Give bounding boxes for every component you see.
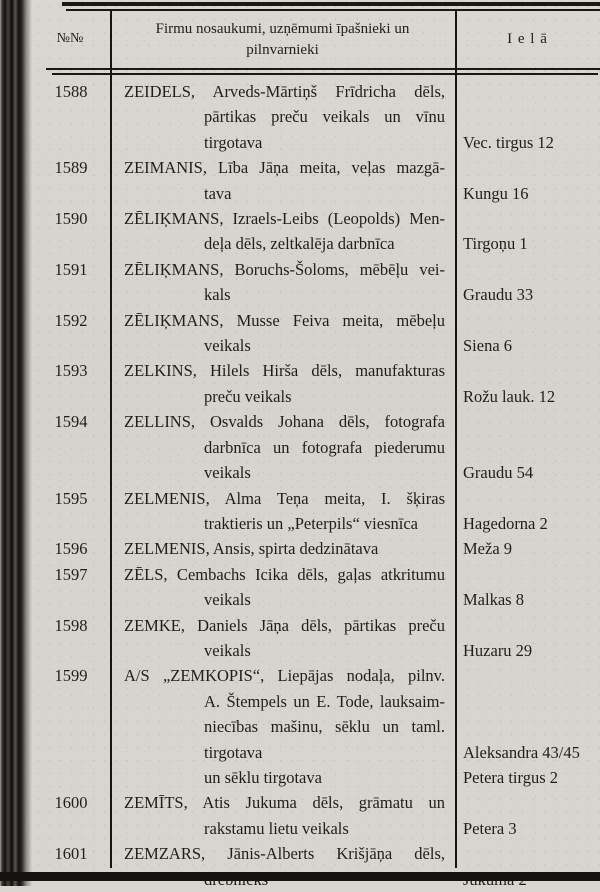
header-street-column: I e l ā <box>507 30 548 47</box>
entry-description <box>110 663 455 790</box>
entry-number: 1593 <box>54 361 88 381</box>
entry-street-address <box>455 536 600 561</box>
entry-street-address <box>455 486 600 537</box>
street-line: Meža 9 <box>463 539 513 559</box>
entry-text-line: ZELKINS, Hilels Hirša dēls, manufakturas <box>124 361 445 381</box>
entry-description <box>110 79 455 155</box>
table-row <box>0 206 600 257</box>
table-body <box>0 79 600 892</box>
entry-text-line: ZĒLIĶMANS, Musse Feiva meita, mēbeļu <box>124 310 445 330</box>
table-row <box>0 536 600 561</box>
header-firms-column: Firmu nosaukumi, uzņēmumi īpašnieki un pilnvarnieki <box>155 21 410 58</box>
entry-text-line: A/S „ZEMKOPIS“, Liepājas nodaļa, pilnv. <box>124 666 445 686</box>
entry-street-address <box>455 308 600 359</box>
street-line: Hagedorna 2 <box>463 513 548 533</box>
entry-description <box>110 613 455 664</box>
entry-text-line: rakstamu lietu veikals <box>204 818 349 838</box>
entry-number: 1594 <box>54 412 88 432</box>
entry-text-line: niecības mašinu, sēklu un taml. <box>204 717 445 737</box>
entry-text-line: veikals <box>204 336 251 356</box>
entry-number: 1591 <box>54 259 88 279</box>
street-line: Malkas 8 <box>463 590 524 610</box>
street-line: Huzaru 29 <box>463 640 533 660</box>
table-row <box>0 841 600 892</box>
entry-description <box>110 790 455 841</box>
entry-text-line: A. Štempels un E. Tode, lauksaim- <box>204 691 445 711</box>
entry-description <box>110 841 455 892</box>
entry-text-line: darbnīca un fotografa piederumu <box>204 437 445 457</box>
street-line: Petera tirgus 2 <box>463 767 559 787</box>
street-line: Siena 6 <box>463 336 513 356</box>
entry-number: 1596 <box>54 539 88 559</box>
entry-street-address <box>455 257 600 308</box>
entry-text-line: un sēklu tirgotava <box>204 767 322 787</box>
table-row <box>0 79 600 155</box>
entry-text-line: veikals <box>204 640 251 660</box>
entry-text-line: ZĒLS, Cembachs Icika dēls, gaļas atkritumu <box>124 564 445 584</box>
header-separator-rule-1 <box>46 68 600 70</box>
entry-description <box>110 562 455 613</box>
street-line: Rožu lauk. 12 <box>463 386 556 406</box>
table-header <box>0 10 600 68</box>
table-row <box>0 562 600 613</box>
entry-text-line: ZĒLIĶMANS, Boruchs-Šoloms, mēbēļu vei- <box>124 259 445 279</box>
entry-number: 1595 <box>54 488 88 508</box>
entry-street-address <box>455 562 600 613</box>
entry-description <box>110 409 455 485</box>
entry-number: 1600 <box>54 793 88 813</box>
entry-street-address <box>455 613 600 664</box>
top-rule-thick <box>62 2 600 6</box>
entry-street-address <box>455 409 600 485</box>
table-row <box>0 790 600 841</box>
entry-text-line: tava <box>204 183 232 203</box>
entry-text-line: preču veikals <box>204 386 292 406</box>
street-line: Graudu 54 <box>463 463 534 483</box>
entry-street-address <box>455 206 600 257</box>
table-row <box>0 308 600 359</box>
entry-text-line: pārtikas preču veikals un vīnu <box>204 107 445 127</box>
entry-number: 1599 <box>54 666 88 686</box>
entry-street-address <box>455 663 600 790</box>
entry-text-line: ZEMZARS, Jānis-Alberts Krišjāņa dēls, <box>124 844 445 864</box>
entry-text-line: ZELLINS, Osvalds Johana dēls, fotografa <box>124 412 445 432</box>
table-row <box>0 155 600 206</box>
entry-text-line: kals <box>204 285 231 305</box>
entry-number: 1589 <box>54 158 88 178</box>
entry-text-line: deļa dēls, zeltkalēja darbnīca <box>204 234 395 254</box>
street-line: Tirgoņu 1 <box>463 234 528 254</box>
entry-number: 1601 <box>54 844 88 864</box>
entry-street-address <box>455 358 600 409</box>
table-row <box>0 409 600 485</box>
street-line: Aleksandra 43/45 <box>463 742 580 762</box>
entry-number: 1597 <box>54 564 88 584</box>
entry-text-line: traktieris un „Peterpils“ viesnīca <box>204 513 418 533</box>
entry-number: 1592 <box>54 310 88 330</box>
entry-text-line: veikals <box>204 590 251 610</box>
entry-description <box>110 358 455 409</box>
entry-street-address <box>455 79 600 155</box>
table-row <box>0 358 600 409</box>
entry-text-line: ZEMĪTS, Atis Jukuma dēls, grāmatu un <box>124 793 445 813</box>
street-line: Vec. tirgus 12 <box>463 132 554 152</box>
entry-description <box>110 486 455 537</box>
table-row <box>0 257 600 308</box>
street-line: Kungu 16 <box>463 183 529 203</box>
entry-description <box>110 155 455 206</box>
header-separator-rule-2 <box>52 73 598 75</box>
entry-text-line: ZEIDELS, Arveds-Mārtiņš Frīdricha dēls, <box>124 82 445 101</box>
table-row <box>0 486 600 537</box>
bottom-rule <box>0 872 600 881</box>
entry-text-line: ZEIMANIS, Lība Jāņa meita, veļas mazgā- <box>124 158 445 178</box>
entry-number: 1590 <box>54 209 88 229</box>
entry-description <box>110 536 455 561</box>
entry-text-line: ZĒLIĶMANS, Izraels-Leibs (Leopolds) Men- <box>124 209 445 229</box>
entry-street-address <box>455 155 600 206</box>
entry-street-address <box>455 841 600 892</box>
entry-street-address <box>455 790 600 841</box>
street-line: Graudu 33 <box>463 285 534 305</box>
table-row <box>0 613 600 664</box>
entry-text-line: veikals <box>204 463 251 483</box>
entry-text-line: ZEMKE, Daniels Jāņa dēls, pārtikas preču <box>124 615 445 635</box>
entry-description <box>110 257 455 308</box>
entry-description <box>110 206 455 257</box>
entry-number: 1588 <box>54 82 88 101</box>
entry-text-line: tirgotava <box>204 132 263 152</box>
header-number-column: №№ <box>56 31 84 46</box>
entry-text-line: ZELMENIS, Ansis, spirta dedzinātava <box>124 539 379 559</box>
entry-description <box>110 308 455 359</box>
table-row <box>0 663 600 790</box>
street-line: Petera 3 <box>463 818 517 838</box>
entry-text-line: ZELMENIS, Alma Teņa meita, I. šķiras <box>124 488 445 508</box>
entry-text-line: tirgotava <box>204 742 263 762</box>
entry-number: 1598 <box>54 615 88 635</box>
